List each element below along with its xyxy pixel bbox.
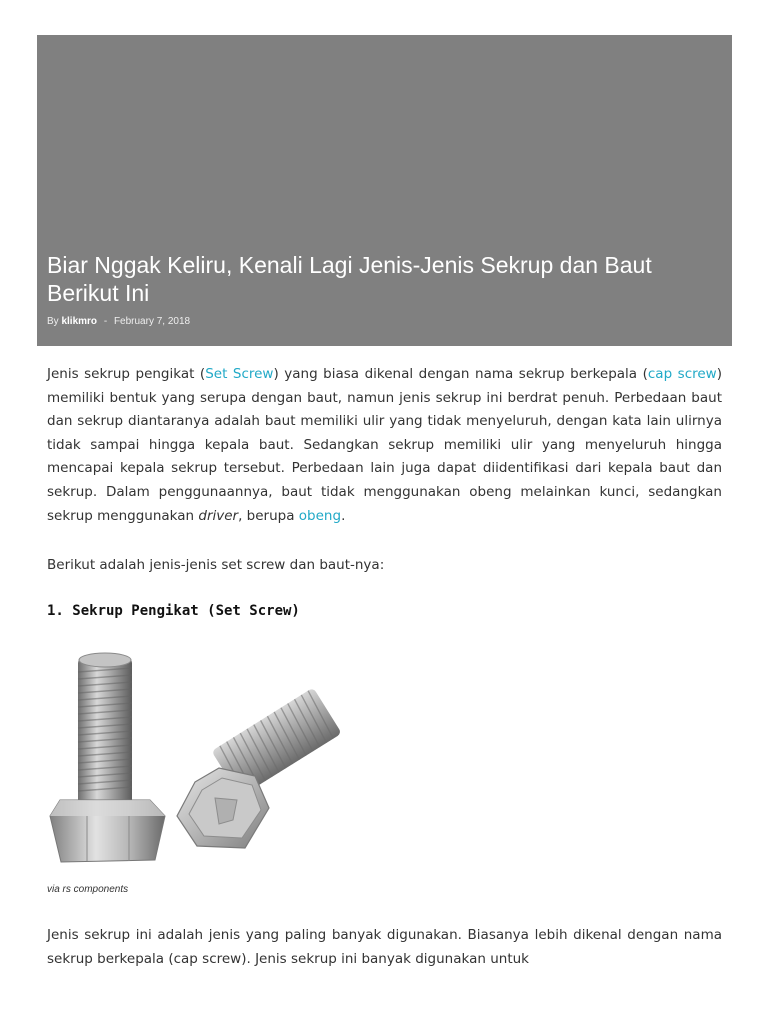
article-hero [37, 35, 732, 346]
set-screw-link[interactable]: Set Screw [205, 366, 274, 382]
bolts-image [47, 648, 347, 878]
intro-text-3: ) memiliki bentuk yang serupa dengan baut, namun jenis sekrup ini berdrat penuh. Perbedaan baut dan sekrup diantaranya adalah baut memiliki ulir yang tidak menyeluruh, dengan kata lain ulirnya tidak sampai hingga kepala baut. Sedangkan sekrup memiliki ulir yang menyeluruh hingga mencapai kepala sekrup tersebut. Perbedaan lain juga dapat diidentifikasi dari kepala baut dan sekrup. Dalam penggunaannya, baut tidak menggunakan obeng melainkan kunci, sedangkan sekrup menggunakan [47, 366, 722, 524]
section-heading: 1. Sekrup Pengikat (Set Screw) [47, 603, 300, 619]
intro-text-1: Jenis sekrup pengikat ( [47, 366, 206, 382]
author-link[interactable]: klikmro [61, 316, 98, 327]
list-intro-paragraph: Berikut adalah jenis-jenis set screw dan baut-nya: [47, 557, 385, 573]
article-meta [47, 316, 190, 327]
intro-text-4: , berupa [238, 507, 299, 524]
driver-emphasis: driver [198, 507, 239, 524]
image-caption: via rs components [47, 884, 129, 895]
obeng-link[interactable]: obeng [298, 507, 342, 524]
intro-text-5: . [341, 507, 346, 524]
publish-date: February 7, 2018 [113, 316, 191, 327]
cap-screw-link[interactable]: cap screw [647, 366, 717, 382]
article-body [47, 363, 722, 967]
intro-text-2: ) yang biasa dikenal dengan nama sekrup berkepala ( [273, 366, 648, 382]
intro-paragraph [47, 363, 722, 528]
section-paragraph: Jenis sekrup ini adalah jenis yang paling banyak digunakan. Biasanya lebih dikenal dengan nama sekrup berkepala (cap screw). Jenis sekrup ini banyak digunakan untuk [47, 927, 722, 967]
by-label: By [47, 316, 59, 327]
article-title: Biar Nggak Keliru, Kenali Lagi Jenis-Jenis Sekrup dan Baut Berikut Ini [47, 252, 652, 306]
meta-separator: - [103, 316, 108, 327]
